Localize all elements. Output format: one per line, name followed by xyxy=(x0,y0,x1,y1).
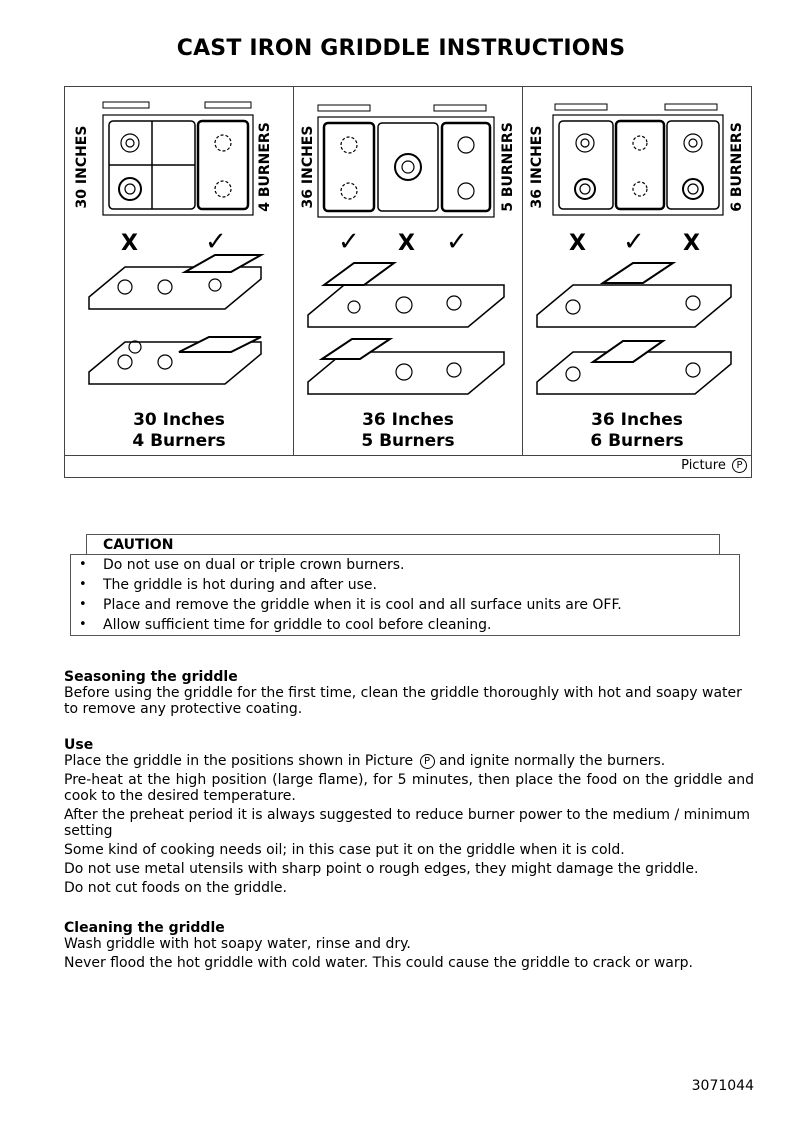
griddle-3d-bottom xyxy=(308,339,504,394)
caution-list xyxy=(71,555,739,635)
use-line-4: Some kind of cooking needs oil; in this case put it on the griddle when it is cold. xyxy=(64,842,625,858)
caution-item-text: Allow sufficient time for griddle to cool before cleaning. xyxy=(103,617,492,633)
size-label-vertical: 36 INCHES xyxy=(529,125,545,209)
burner-label-vertical: 4 BURNERS xyxy=(257,122,273,212)
picture-reference xyxy=(681,458,747,473)
mark-right: ✓ xyxy=(205,227,227,257)
cleaning-line-2: Never flood the hot griddle with cold water. This could cause the griddle to crack or warp. xyxy=(64,955,693,971)
caution-header xyxy=(86,534,720,554)
caption-burners: 6 Burners xyxy=(590,431,684,451)
cooktop-top-view xyxy=(553,115,723,215)
griddle-3d-top xyxy=(308,263,504,327)
picture-p-symbol: P xyxy=(732,458,747,473)
griddle-3d-top xyxy=(537,263,731,327)
burners xyxy=(575,134,703,199)
figure-footer xyxy=(65,455,751,478)
mark-right: ✓ xyxy=(446,227,468,257)
use-line-3: After the preheat period it is always suggested to reduce burner power to the medium / minimum setting xyxy=(64,807,751,839)
picture-p-symbol: P xyxy=(420,754,435,769)
cooktop-top-view xyxy=(318,117,494,217)
use-line-6: Do not cut foods on the griddle. xyxy=(64,880,287,896)
griddle-position-figure xyxy=(64,86,752,478)
seasoning-text: Before using the griddle for the first time, clean the griddle thoroughly with hot and soapy water to remove any protective coating. xyxy=(64,685,742,717)
knob-row xyxy=(318,105,486,111)
picture-label: Picture xyxy=(681,458,726,473)
mark-right: X xyxy=(683,231,700,256)
panel-30-inches-4-burners xyxy=(65,87,294,455)
grates xyxy=(324,123,490,211)
page-title: CAST IRON GRIDDLE INSTRUCTIONS xyxy=(176,36,626,61)
list-item: • The griddle is hot during and after use. xyxy=(79,577,377,593)
caption-burners: 4 Burners xyxy=(132,431,226,451)
caption-burners: 5 Burners xyxy=(361,431,455,451)
seasoning-heading: Seasoning the griddle xyxy=(64,669,238,685)
cleaning-heading: Cleaning the griddle xyxy=(64,920,225,936)
use-heading: Use xyxy=(64,737,94,753)
list-item: • Do not use on dual or triple crown burners. xyxy=(79,557,405,573)
seasoning-section xyxy=(64,669,754,720)
use-line-1-start: Place the griddle in the positions shown in Picture xyxy=(64,753,414,769)
size-label-vertical: 36 INCHES xyxy=(300,125,316,209)
griddle-3d-top xyxy=(89,255,261,309)
caution-item-text: Place and remove the griddle when it is cool and all surface units are OFF. xyxy=(103,597,622,613)
mark-left: ✓ xyxy=(338,227,360,257)
use-line-1 xyxy=(64,753,754,769)
mark-center: X xyxy=(398,231,415,256)
use-line-2: Pre-heat at the high position (large flame), for 5 minutes, then place the food on the griddle and cook to the desired temperature. xyxy=(64,772,754,804)
caption-size: 36 Inches xyxy=(362,410,454,430)
document-number: 3071044 xyxy=(691,1078,754,1094)
burners xyxy=(119,134,231,200)
griddle-3d-bottom xyxy=(89,337,261,384)
knob-row xyxy=(103,102,251,108)
panel-36-inches-6-burners xyxy=(523,87,751,455)
panel-36-inches-5-burners xyxy=(294,87,523,455)
use-section xyxy=(64,737,754,899)
burner-label-vertical: 6 BURNERS xyxy=(729,122,745,212)
caution-item-text: Do not use on dual or triple crown burners. xyxy=(103,557,405,573)
mark-center: ✓ xyxy=(623,227,645,257)
knob-row xyxy=(555,104,717,110)
caution-heading: CAUTION xyxy=(103,537,174,553)
mark-left: X xyxy=(121,231,138,256)
caution-list-box xyxy=(70,554,740,636)
burners xyxy=(341,137,474,199)
list-item: • Allow sufficient time for griddle to cool before cleaning. xyxy=(79,617,492,633)
size-label-vertical: 30 INCHES xyxy=(74,125,90,209)
list-item: • Place and remove the griddle when it is cool and all surface units are OFF. xyxy=(79,597,622,613)
use-line-5: Do not use metal utensils with sharp point o rough edges, they might damage the griddle. xyxy=(64,861,699,877)
burner-label-vertical: 5 BURNERS xyxy=(500,122,516,212)
griddle-3d-bottom xyxy=(537,341,731,394)
cleaning-line-1: Wash griddle with hot soapy water, rinse and dry. xyxy=(64,936,411,952)
caption-size: 36 Inches xyxy=(591,410,683,430)
caption-size: 30 Inches xyxy=(133,410,225,430)
use-line-1-end: and ignite normally the burners. xyxy=(438,753,666,769)
mark-left: X xyxy=(569,231,586,256)
cleaning-section xyxy=(64,920,754,974)
caution-item-text: The griddle is hot during and after use. xyxy=(103,577,377,593)
